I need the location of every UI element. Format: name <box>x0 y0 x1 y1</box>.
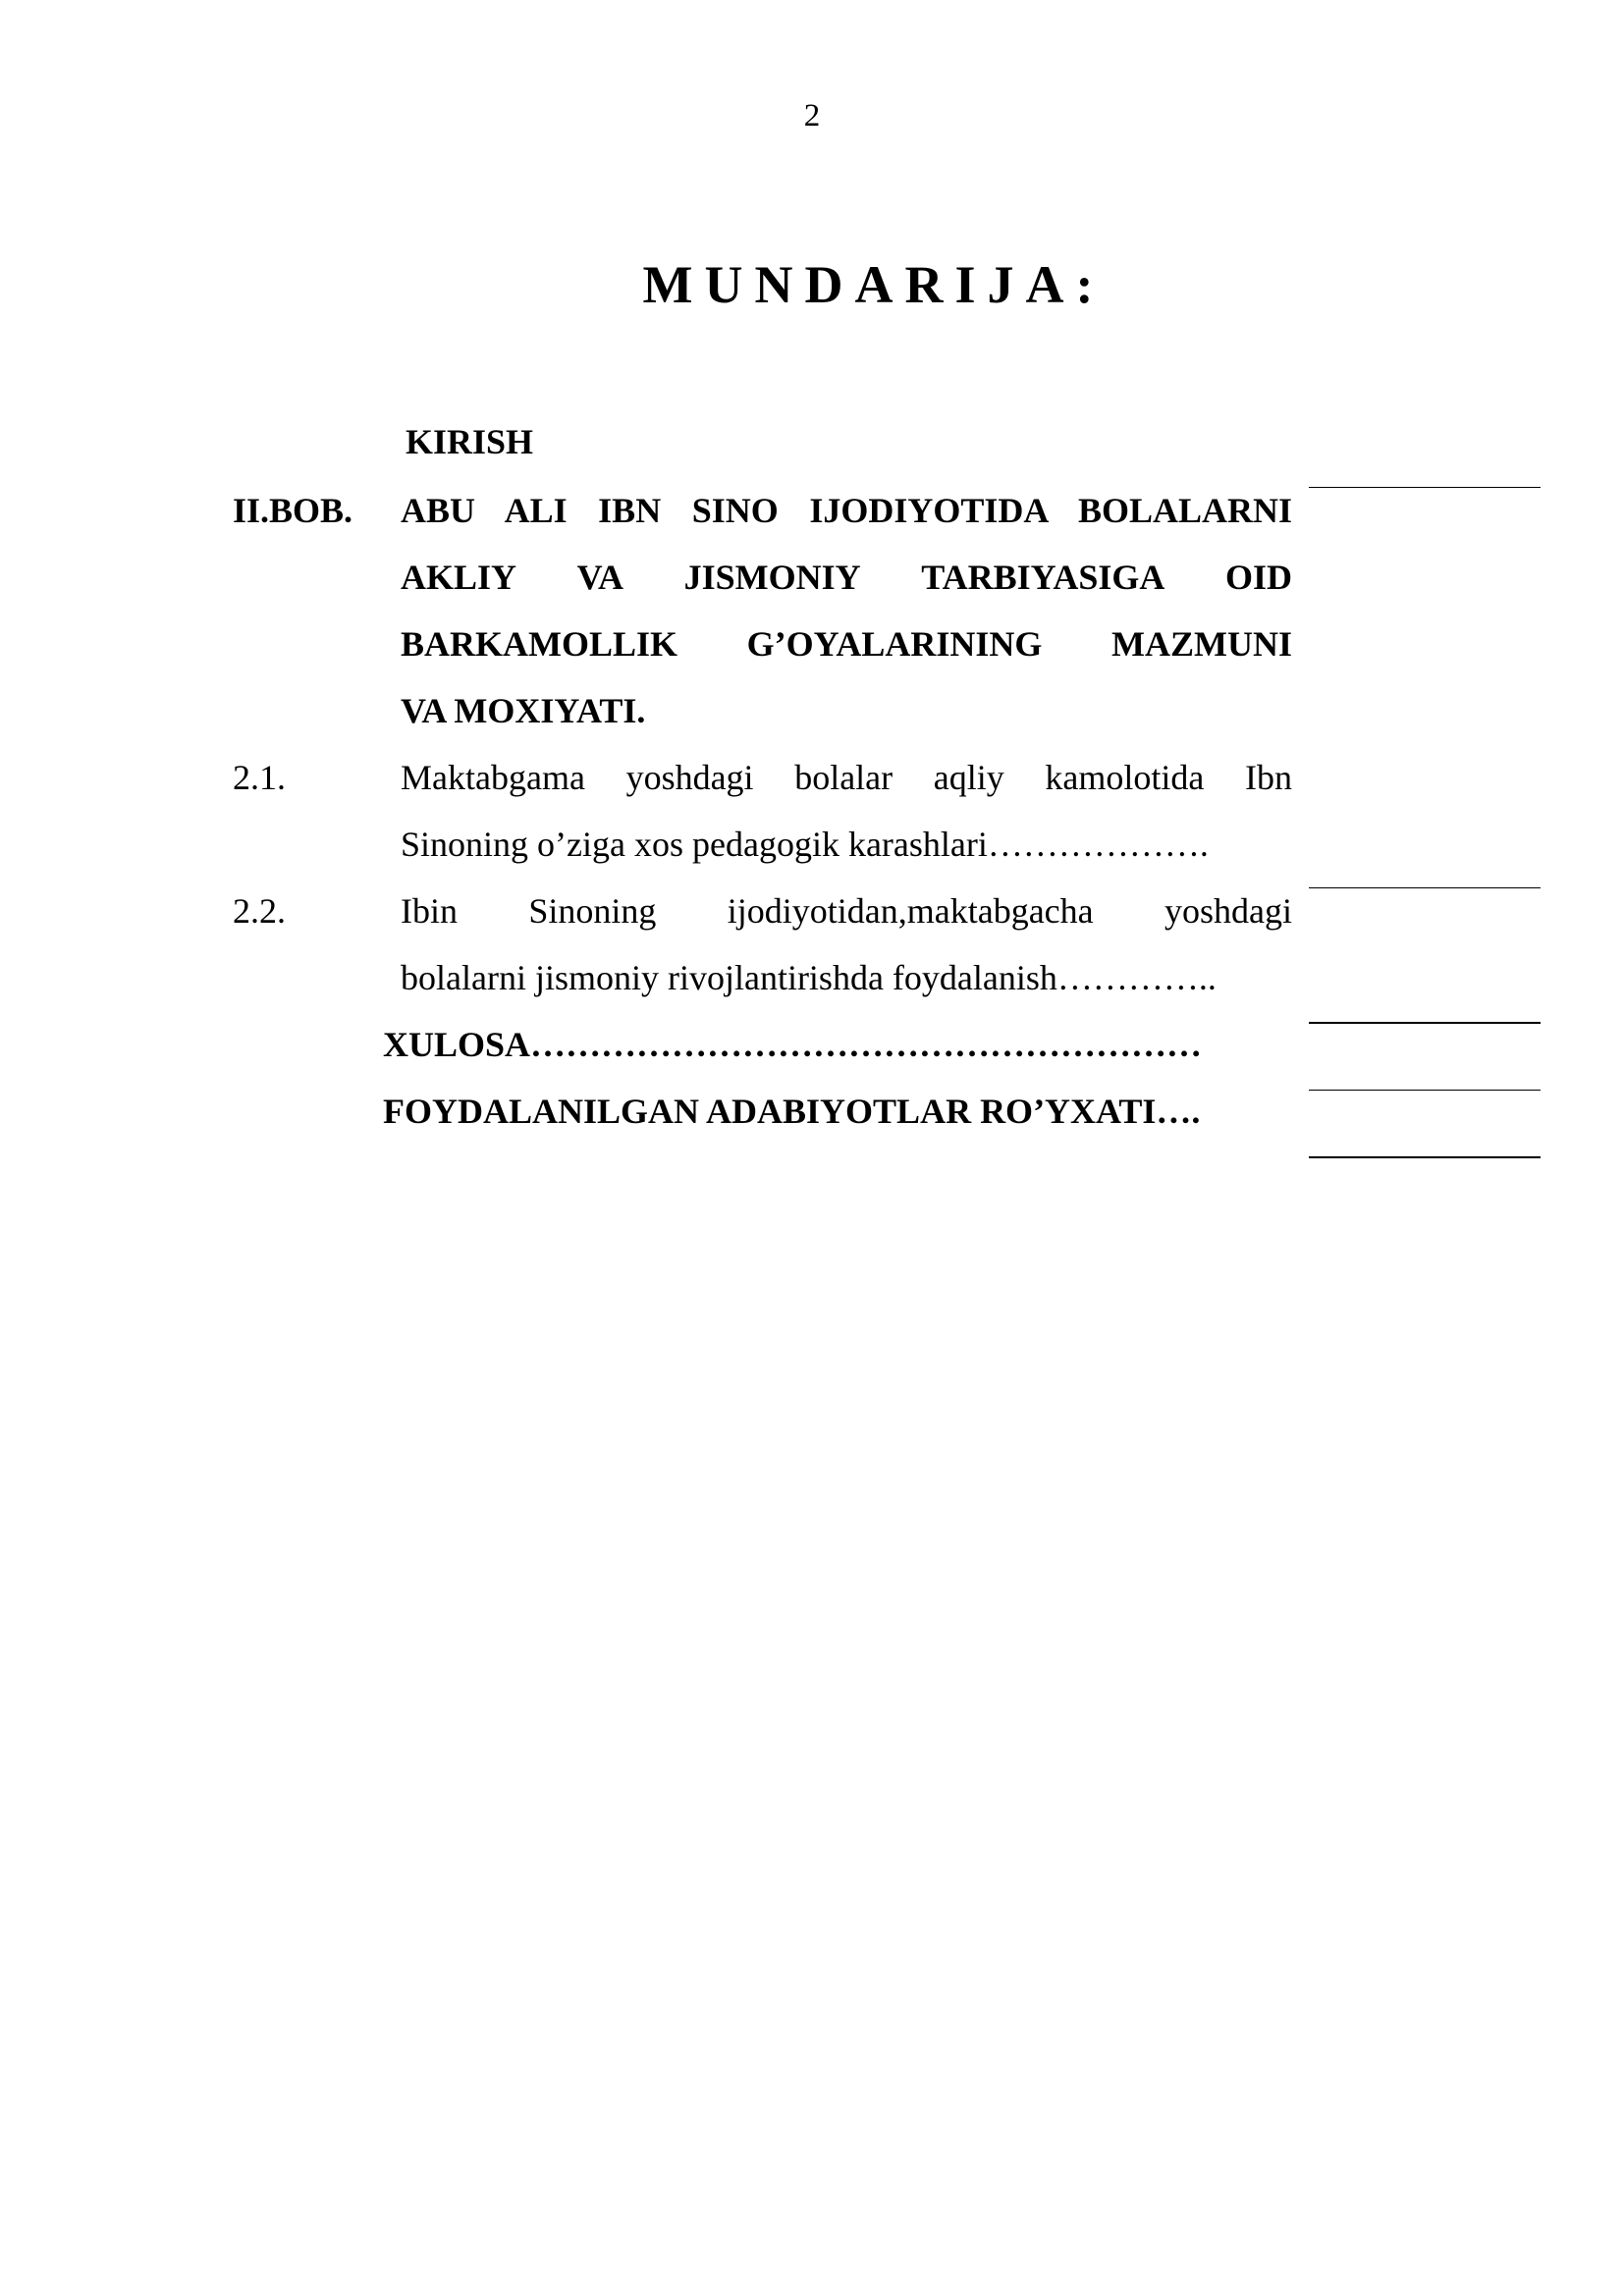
page-number-line <box>1309 487 1541 488</box>
toc-references: FOYDALANILGAN ADABIYOTLAR RO’YXATI…. <box>383 1092 1201 1131</box>
section-number: 2.2. <box>233 891 286 931</box>
chapter-title-line-2: AKLIY VA JISMONIY TARBIYASIGA OID <box>401 558 1292 597</box>
page-number: 2 <box>803 98 821 133</box>
toc-conclusion: XULOSA………………………………………………… <box>383 1025 1203 1064</box>
page-number-line <box>1309 887 1541 888</box>
section-title-line-2: bolalarni jismoniy rivojlantirishda foydalanish………….. <box>401 958 1217 997</box>
chapter-title-line-4: VA MOXIYATI. <box>401 691 646 730</box>
section-title-line-1: Maktabgama yoshdagi bolalar aqliy kamolotida Ibn <box>401 758 1292 797</box>
chapter-title-line-1: ABU ALI IBN SINO IJODIYOTIDA BOLALARNI <box>401 491 1292 530</box>
chapter-title-line-3: BARKAMOLLIK G’OYALARINING MAZMUNI <box>401 624 1292 664</box>
section-title-line-1: Ibin Sinoning ijodiyotidan,maktabgacha yoshdagi <box>401 891 1292 931</box>
toc-intro: KIRISH <box>406 422 534 461</box>
page-number-line <box>1309 1090 1541 1091</box>
page-number-line <box>1309 1022 1541 1024</box>
page-number-line <box>1309 1156 1541 1158</box>
chapter-number: II.BOB. <box>233 491 353 530</box>
section-number: 2.1. <box>233 758 286 797</box>
page-title: MUNDARIJA: <box>642 255 1106 314</box>
section-title-line-2: Sinoning o’ziga xos pedagogik karashlari………………. <box>401 825 1209 864</box>
